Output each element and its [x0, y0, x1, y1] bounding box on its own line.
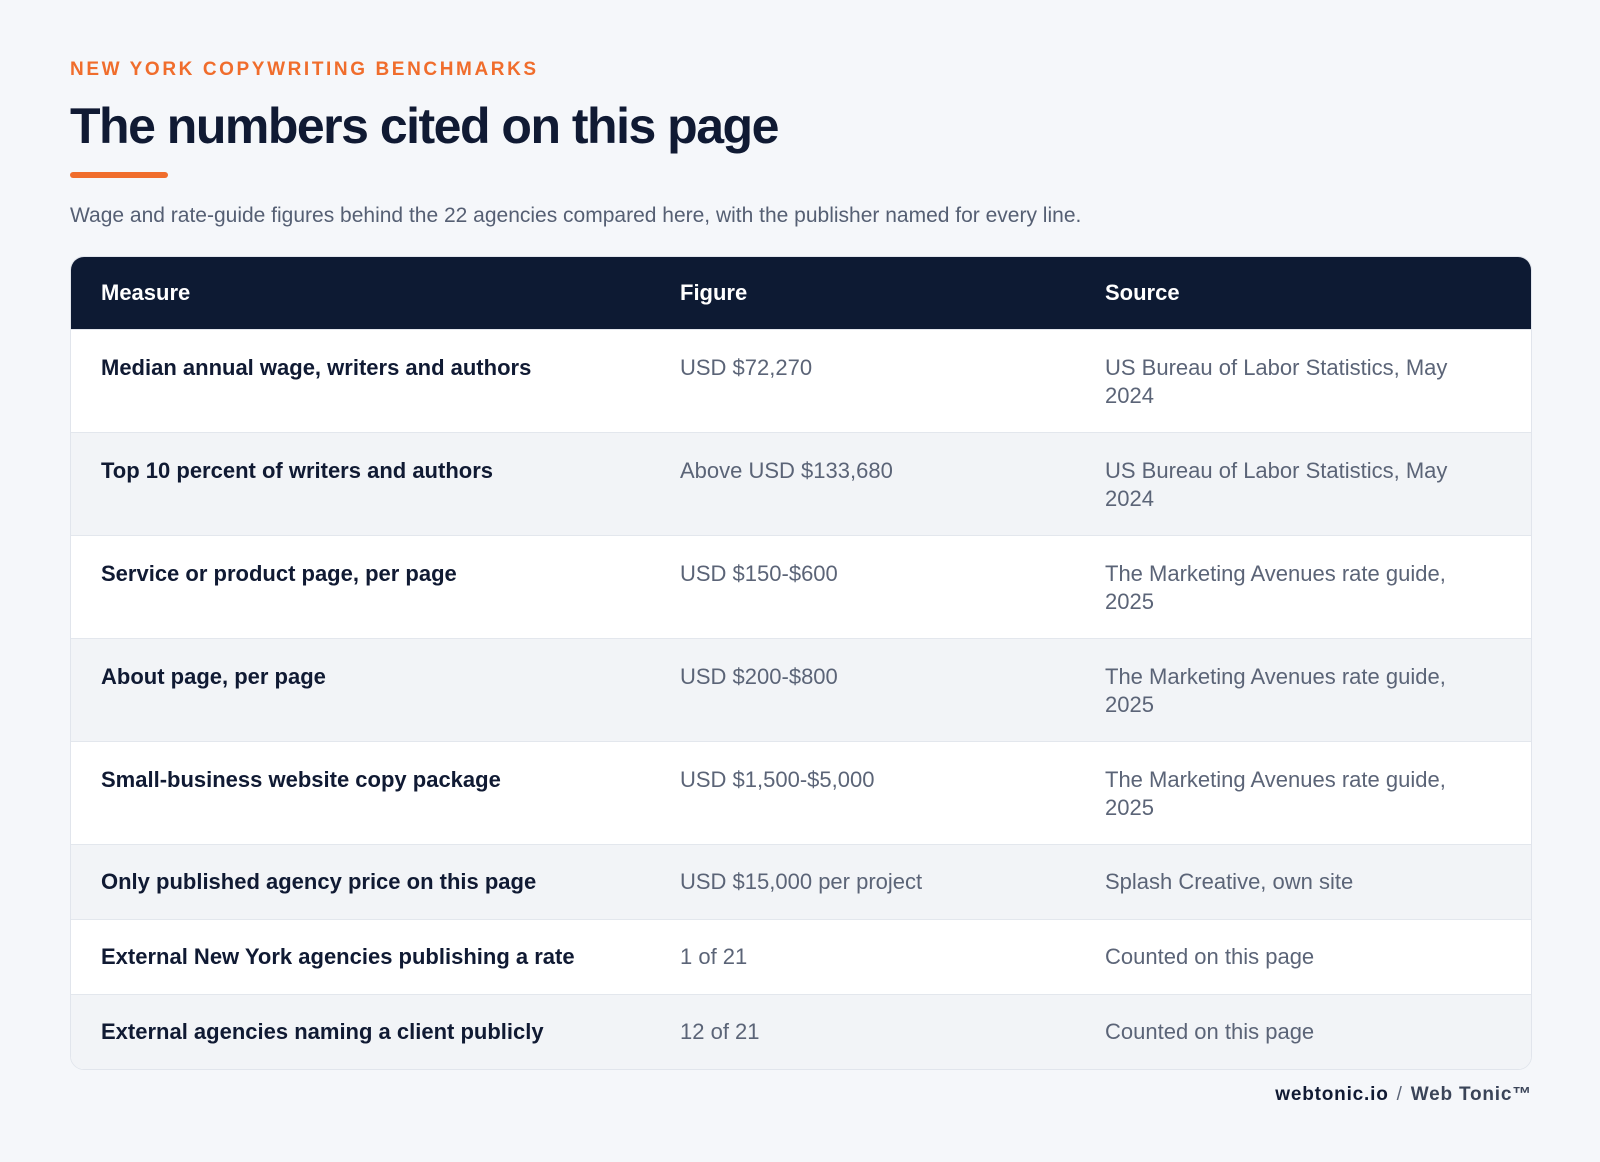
source-cell: Counted on this page: [1105, 944, 1315, 969]
figure-cell: USD $72,270: [680, 355, 813, 380]
source-cell: The Marketing Avenues rate guide, 2025: [1105, 767, 1446, 820]
column-header-source: Source: [1105, 280, 1180, 305]
measure-cell: Top 10 percent of writers and authors: [101, 458, 493, 483]
footer-credit: [1275, 1084, 1532, 1106]
source-cell: Counted on this page: [1105, 1019, 1315, 1044]
eyebrow-label: NEW YORK COPYWRITING BENCHMARKS: [70, 59, 539, 80]
measure-cell: About page, per page: [101, 664, 326, 689]
footer-brand: Web Tonic™: [1410, 1084, 1532, 1105]
source-cell: The Marketing Avenues rate guide, 2025: [1105, 664, 1446, 717]
content: [70, 58, 1530, 1070]
footer-domain: webtonic.io: [1275, 1084, 1389, 1105]
figure-cell: Above USD $133,680: [680, 458, 893, 483]
table-row: [71, 329, 1531, 432]
table-row: [71, 535, 1531, 638]
measure-cell: Small-business website copy package: [101, 767, 501, 792]
figure-cell: 12 of 21: [680, 1019, 760, 1044]
source-cell: US Bureau of Labor Statistics, May 2024: [1105, 355, 1448, 408]
measure-cell: External agencies naming a client publicly: [101, 1019, 544, 1044]
measure-cell: External New York agencies publishing a rate: [101, 944, 575, 969]
table-row: [71, 432, 1531, 535]
source-cell: US Bureau of Labor Statistics, May 2024: [1105, 458, 1448, 511]
column-header-figure: Figure: [680, 280, 748, 305]
footer-separator: /: [1396, 1084, 1403, 1105]
figure-cell: USD $1,500-$5,000: [680, 767, 875, 792]
figure-cell: USD $200-$800: [680, 664, 838, 689]
figure-cell: 1 of 21: [680, 944, 748, 969]
figure-cell: USD $15,000 per project: [680, 869, 923, 894]
table-row: [71, 638, 1531, 741]
table-row: [71, 741, 1531, 844]
measure-cell: Service or product page, per page: [101, 561, 457, 586]
accent-rule: [70, 172, 168, 178]
table-row: [71, 919, 1531, 994]
table-row: [71, 844, 1531, 919]
page-subtitle: Wage and rate-guide figures behind the 22 agencies compared here, with the publisher named for every line.: [70, 204, 1082, 227]
measure-cell: Only published agency price on this page: [101, 869, 537, 894]
figure-cell: USD $150-$600: [680, 561, 838, 586]
measure-cell: Median annual wage, writers and authors: [101, 355, 532, 380]
page-title: The numbers cited on this page: [70, 98, 778, 154]
source-cell: Splash Creative, own site: [1105, 869, 1354, 894]
table-row: [71, 994, 1531, 1069]
source-cell: The Marketing Avenues rate guide, 2025: [1105, 561, 1446, 614]
column-header-measure: Measure: [101, 280, 191, 305]
benchmarks-table: [70, 256, 1532, 1070]
table-header: [71, 257, 1531, 329]
